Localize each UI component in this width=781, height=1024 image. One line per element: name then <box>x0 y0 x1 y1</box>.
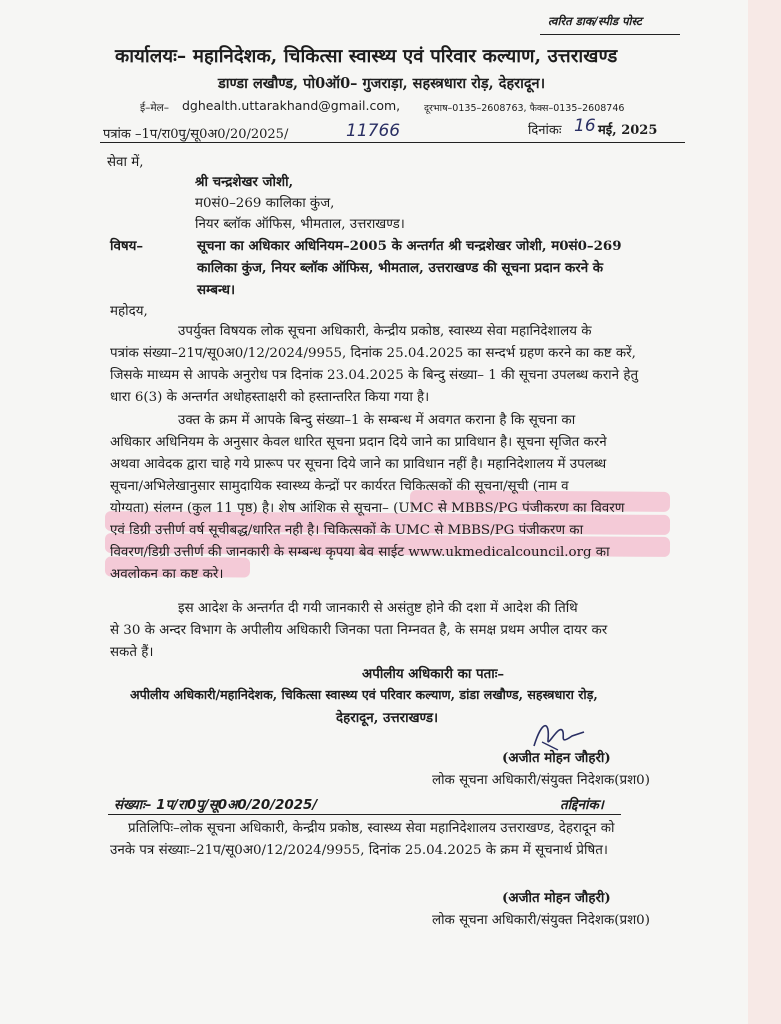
subject-line-1: सूचना का अधिकार अधिनियम–2005 के अन्तर्गत श्री चन्द्रशेखर जोशी, म0सं0–269 <box>197 238 622 254</box>
para2-line-6: एवं डिग्री उत्तीर्ण वर्ष सूचीबद्ध/धारित नही है। चिकित्सकों के UMC से MBBS/PG पंजीकरण का <box>110 523 584 538</box>
copy-underline <box>108 814 621 815</box>
handwritten-date: 16 <box>574 116 596 136</box>
para2-line-4: सूचना/अभिलेखानुसार सामुदायिक स्वास्थ्य केन्द्रों पर कार्यरत चिकित्सकों की सूचना/सूची (नाम व <box>110 479 569 494</box>
email-address: dghealth.uttarakhand@gmail.com, <box>182 98 401 113</box>
para1-line-3: जिसके माध्यम से आपके अनुरोध पत्र दिनांक 23.04.2025 के बिन्दु संख्या– 1 की सूचना उपलब्ध कराने हेतु <box>110 368 639 383</box>
recipient-address-2: नियर ब्लॉक ऑफिस, भीमताल, उत्तराखण्ड। <box>195 217 405 232</box>
copy-line-1: प्रतिलिपिः–लोक सूचना अधिकारी, केन्द्रीय प्रकोष्ठ, स्वास्थ्य सेवा महानिदेशालय उत्तराखण्ड, देहरादून को <box>128 821 615 836</box>
para3-line-1: इस आदेश के अन्तर्गत दी गयी जानकारी से असंतुष्ट होने की दशा में आदेश की तिथि <box>178 601 578 616</box>
subject-label: विषय– <box>110 238 144 254</box>
speed-post-mark: त्वरित डाक/स्पीड पोस्ट <box>548 14 642 28</box>
phone-fax: दूरभाष–0135–2608763, फैक्स–0135–2608746 <box>424 103 625 114</box>
para1-line-4: धारा 6(3) के अन्तर्गत अधोहस्ताक्षरी को हस्तान्तरित किया गया है। <box>110 390 430 405</box>
letter-number: पत्रांक –1प/रा0पु/सू0अ0/20/2025/ <box>103 127 289 142</box>
recipient-address-1: म0सं0–269 कालिका कुंज, <box>195 196 335 211</box>
para2-line-3: अथवा आवेदक द्वारा चाहे गये प्रारूप पर सूचना दिये जाने का प्राविधान नहीं है। महानिदेशालय में उपलब्ध <box>110 457 607 472</box>
appellate-address-2: देहरादून, उत्तराखण्ड। <box>336 710 439 726</box>
signatory-name-2: (अजीत मोहन जौहरी) <box>502 890 611 906</box>
appellate-address-1: अपीलीय अधिकारी/महानिदेशक, चिकित्सा स्वास्थ्य एवं परिवार कल्याण, डांडा लखौण्ड, सहस्त्रधारा रोड़, <box>130 687 598 702</box>
para1-line-2: पत्रांक संख्या–21प/सू0अ0/12/2024/9955, दिनांक 25.04.2025 का सन्दर्भ ग्रहण करने का कष्ट करें, <box>110 346 636 361</box>
subject-line-3: सम्बन्ध। <box>197 282 236 298</box>
copy-date: तद्दिनांक। <box>560 798 604 813</box>
copy-line-2: उनके पत्र संख्याः–21प/सू0अ0/12/2024/9955, दिनांक 25.04.2025 के क्रम में सूचनार्थ प्रेषित। <box>110 843 608 858</box>
date-label: दिनांकः <box>528 123 562 138</box>
para2-line-2: अधिकार अधिनियम के अनुसार केवल धारित सूचना प्रदान दिये जाने का प्राविधान है। सूचना सृजित करने <box>110 435 607 450</box>
para3-line-2: से 30 के अन्दर विभाग के अपीलीय अधिकारी जिनका पता निम्नवत है, के समक्ष प्रथम अपील दायर कर <box>110 623 608 638</box>
header-divider <box>100 142 685 143</box>
signatory-designation-2: लोक सूचना अधिकारी/संयुक्त निदेशक(प्रश0) <box>432 913 650 928</box>
signatory-designation-1: लोक सूचना अधिकारी/संयुक्त निदेशक(प्रश0) <box>432 773 650 788</box>
copy-number: संख्याः– 1प/रा0पु/सू0अ0/20/2025/ <box>114 798 318 813</box>
recipient-name: श्री चन्द्रशेखर जोशी, <box>195 174 294 190</box>
date-month-year: मई, 2025 <box>598 123 658 138</box>
para2-line-1: उक्त के क्रम में आपके बिन्दु संख्या–1 के सम्बन्ध में अवगत कराना है कि सूचना का <box>178 413 576 428</box>
subject-line-2: कालिका कुंज, नियर ब्लॉक ऑफिस, भीमताल, उत्तराखण्ड की सूचना प्रदान करने के <box>197 260 604 276</box>
email-label: ई–मेल– <box>140 102 170 114</box>
dispatch-underline <box>540 34 680 35</box>
para3-line-3: सकते हैं। <box>110 645 154 660</box>
para2-line-5: योग्यता) संलग्न (कुल 11 पृष्ठ) है। शेष आंशिक से सूचना– (UMC से MBBS/PG पंजीकरण का विवरण <box>110 501 625 516</box>
para2-line-8: अवलोकन का कष्ट करे। <box>110 567 224 582</box>
greeting: महोदय, <box>110 304 148 319</box>
signatory-name-1: (अजीत मोहन जौहरी) <box>502 750 611 766</box>
salutation: सेवा में, <box>107 155 144 170</box>
para1-line-1: उपर्युक्त विषयक लोक सूचना अधिकारी, केन्द्रीय प्रकोष्ठ, स्वास्थ्य सेवा महानिदेशालय के <box>178 324 592 339</box>
appellate-heading: अपीलीय अधिकारी का पताः– <box>362 666 505 682</box>
page-edge <box>748 0 781 1024</box>
office-title: कार्यालयः– महानिदेशक, चिकित्सा स्वास्थ्य एवं परिवार कल्याण, उत्तराखण्ड <box>115 46 618 67</box>
handwritten-number: 11766 <box>346 121 401 141</box>
office-address: डाण्डा लखौण्ड, पो0ऑ0– गुजराड़ा, सहस्त्रधारा रोड़, देहरादून। <box>218 75 546 92</box>
para2-line-7: विवरण/डिग्री उत्तीर्ण की जानकारी के सम्बन्ध कृपया बेव साईट www.ukmedicalcouncil.org का <box>110 545 610 560</box>
